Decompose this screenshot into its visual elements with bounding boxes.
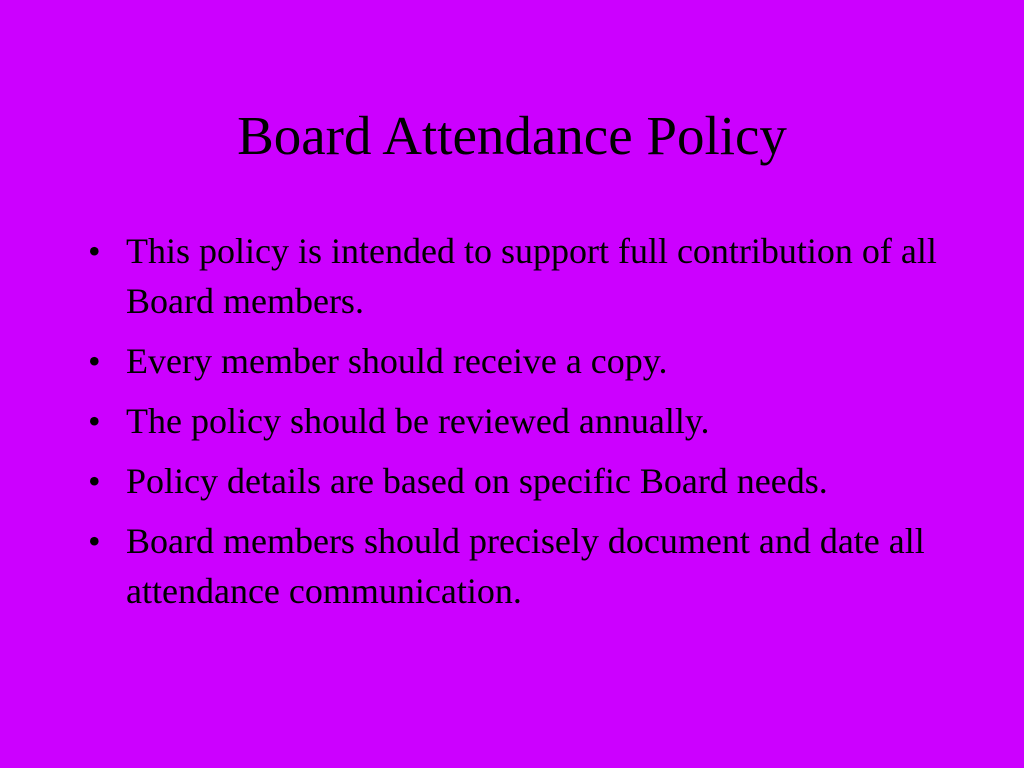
bullet-item xyxy=(86,516,946,616)
bullet-item xyxy=(86,396,946,446)
bullet-item xyxy=(86,456,946,506)
bullet-text: Board members should precisely document and date all attendance communication. xyxy=(126,521,925,611)
bullet-icon: • xyxy=(88,461,101,501)
bullet-icon: • xyxy=(88,401,101,441)
bullet-icon: • xyxy=(88,231,101,271)
bullet-text: Every member should receive a copy. xyxy=(126,341,668,381)
slide-title: Board Attendance Policy xyxy=(237,105,787,166)
bullet-list xyxy=(86,226,946,626)
bullet-item xyxy=(86,226,946,326)
bullet-icon: • xyxy=(88,341,101,381)
bullet-text: Policy details are based on specific Board needs. xyxy=(126,461,828,501)
bullet-text: The policy should be reviewed annually. xyxy=(126,401,710,441)
bullet-icon: • xyxy=(88,521,101,561)
bullet-text: This policy is intended to support full contribution of all Board members. xyxy=(126,231,937,321)
bullet-item xyxy=(86,336,946,386)
